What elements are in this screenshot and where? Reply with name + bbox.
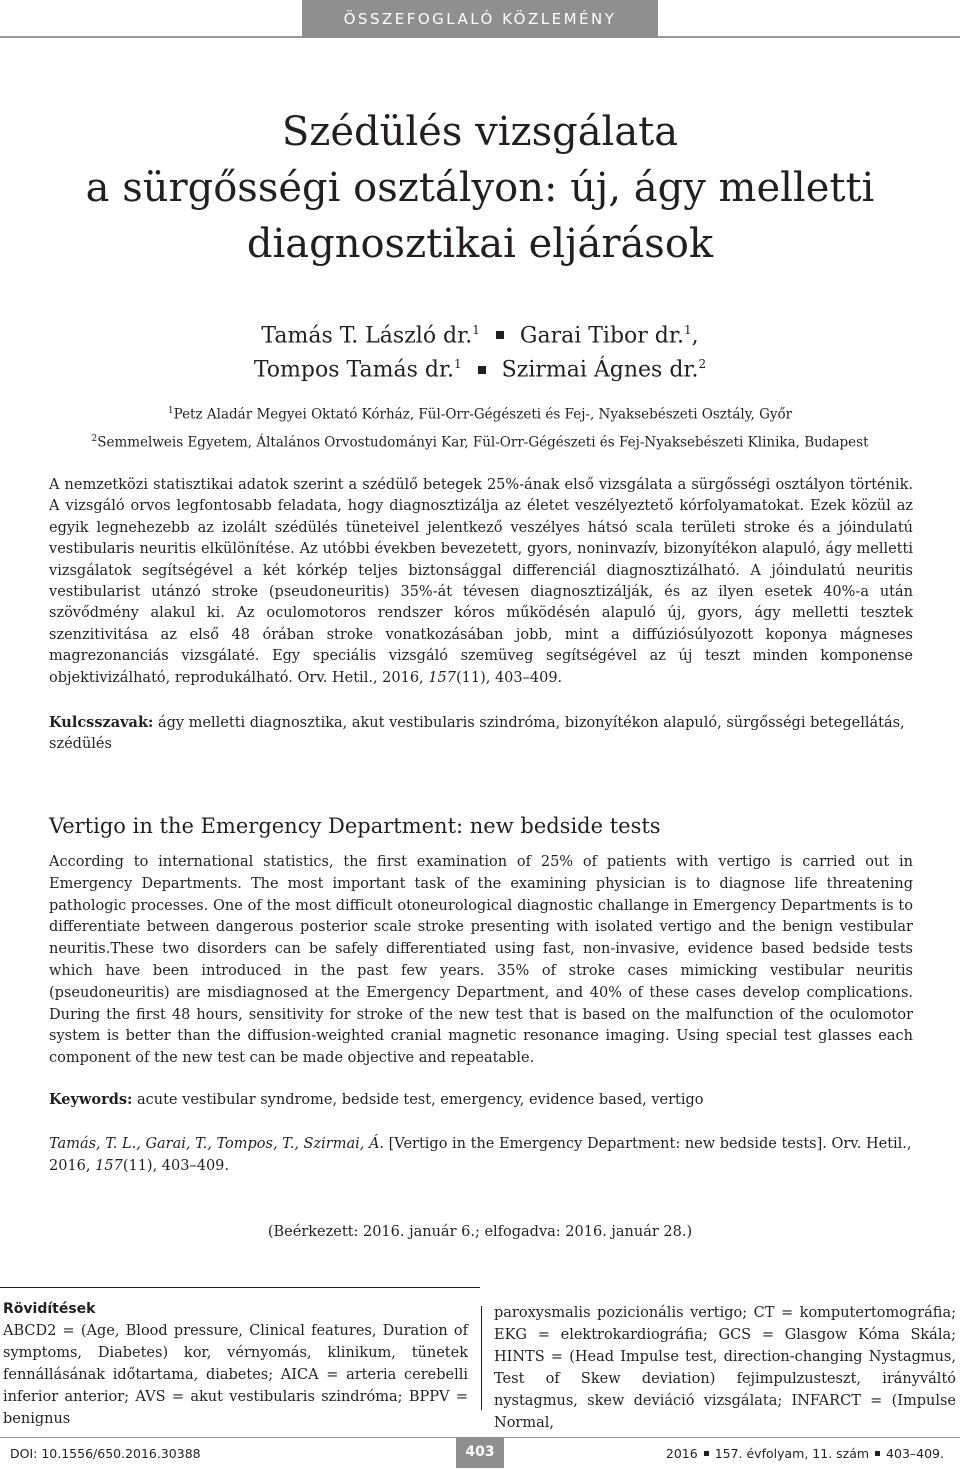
affiliation-mark: 1 [167, 406, 174, 416]
abbreviations-rule [0, 1287, 480, 1288]
english-title: Vertigo in the Emergency Department: new bedside tests [49, 814, 661, 838]
issue-year: 2016 [665, 1446, 698, 1461]
citation [49, 1133, 913, 1177]
doi: DOI: 10.1556/650.2016.30388 [10, 1446, 201, 1461]
author-affiliation-mark: 1 [454, 357, 462, 372]
author-name: Tompos Tamás dr. [253, 357, 455, 383]
abstract-text: A nemzetközi statisztikai adatok szerint a szédülő betegek 25%-ának első vizsgálata a sürgősségi osztályon történik. A vizsgáló orvos legfontosabb feladata, hogy diagnosztizálja az életet veszélyeztető kórfolyamatokat. Ezek közül az egyik legnehezebb az izolált szédülés tüneteivel jelentkező veszélyes hátsó scala területi stroke és a jóindulatú vestibularis neuritis elkülönítése. Az utóbbi években bevezetett, gyors, noninvazív, bizonyítékon alapuló, ágy melletti vizsgálatok segítségével a két kórkép teljes biztonsággal differenciál diagnosztizálható. A jóindulatú neuritis vestibularist utánzó stroke (pseudoneuritis) 35%-át tévesen diagnosztizálják, és az ilyen esetek 40%-a után szövődmény alakul ki. Az oculomotoros rendszer kóros működésén alapuló új, gyors, ágy melletti tesztek szenzitivitása az első 48 órában stroke vonatkozásában jobb, mint a diffúziósúlyozott koponya mágneses magrezonanciás vizsgálaté. Egy speciális vizsgáló szemüveg segítségével az új teszt minden komponense objektivizálható, reprodukálható. Orv. Hetil., 2016, [49, 477, 913, 686]
citation-text: [Vertigo in the Emergency Department: new bedside tests]. Orv. Hetil., 2016, [49, 1136, 912, 1174]
keywords-label: Kulcsszavak: [49, 714, 154, 731]
author-name: Garai Tibor dr. [519, 323, 684, 349]
author-name: Szirmai Ágnes dr. [501, 357, 699, 383]
abstract-hungarian [49, 475, 913, 689]
citation-tail: (11), 403–409. [122, 1158, 230, 1174]
affiliation-text: Semmelweis Egyetem, Általános Orvostudományi Kar, Fül-Orr-Gégészeti és Fej-Nyaksebészeti Klinika, Budapest [97, 434, 869, 450]
affiliation-2 [30, 427, 930, 455]
title-line-1: Szédülés vizsgálata [281, 109, 679, 155]
keywords-text: acute vestibular syndrome, bedside test, emergency, evidence based, vertigo [132, 1092, 704, 1108]
abbreviations-heading: Rövidítések [3, 1301, 96, 1317]
keywords-label: Keywords: [49, 1091, 133, 1108]
abstract-english: According to international statistics, the first examination of 25% of patients with vertigo is carried out in Emergency Departments. The most important task of the examining physician is to diagnose life threatening pathologic processes. One of the most difficult otoneurological diagnostic challange in Emergency Departments is to differentiate between dangerous posterior scale stroke presenting with isolated vertigo and the benign vestibular neuritis.These two disorders can be safely differentiated using fast, non-invasive, evidence based bedside tests which have been introduced in the past few years. 35% of stroke cases mimicking vestibular neuritis (pseudoneuritis) are misdiagnosed at the Emergency Department, and 40% of these cases develop complications. During the first 48 hours, sensitivity for stroke of the new test that is based on the malfunction of the oculomotor system is better than the diffusion-weighted cranial magnetic resonance imaging. Using special test glasses each component of the new test can be made objective and repeatable. [49, 854, 913, 1067]
affiliation-1 [30, 399, 930, 427]
author-separator-icon [478, 366, 486, 374]
citation-authors: Tamás, T. L., Garai, T., Tompos, T., Szirmai, Á. [49, 1136, 385, 1152]
author-affiliation-mark: 1 [683, 323, 692, 337]
affiliation-mark: 2 [91, 433, 98, 444]
abstract-volume: 157 [428, 669, 456, 686]
bullet-icon [875, 1451, 880, 1456]
abbreviations-column-right: paroxysmalis pozicionális vertigo; CT = komputertomográfia; EKG = elektrokardiográfia; GCS = Glasgow Kóma Skála; HINTS = (Head Impulse test, direction-changing Nystagmus, Test of Skew deviation) fejimpulzusteszt, irányváltó nystagmus, skew deviáció vizsgálata; INFARCT = (Impulse Normal, [494, 1305, 956, 1431]
article-title [40, 104, 920, 272]
author-name: Tamás T. László dr. [261, 323, 473, 349]
section-label: ÖSSZEFOGLALÓ KÖZLEMÉNY [302, 0, 658, 38]
author-list [40, 316, 920, 385]
abbreviations-column-left [3, 1298, 468, 1430]
issue-pages: 403–409. [886, 1446, 944, 1461]
title-line-3: diagnosztikai eljárások [246, 221, 714, 267]
title-line-2: a sürgősségi osztályon: új, ágy melletti [85, 165, 875, 211]
issue-info [666, 1446, 944, 1461]
author-separator-icon [496, 331, 504, 339]
author-comma: , [691, 323, 699, 349]
keywords-text: ágy melletti diagnosztika, akut vestibularis szindróma, bizonyítékon alapuló, sürgősségi betegellátás, szédülés [49, 715, 905, 753]
abstract-tail: (11), 403–409. [455, 669, 563, 686]
received-dates: (Beérkezett: 2016. január 6.; elfogadva: 2016. január 28.) [267, 1224, 693, 1240]
author-affiliation-mark: 1 [472, 323, 480, 337]
affiliations [30, 399, 930, 454]
keywords-english [49, 1089, 913, 1111]
keywords-hungarian [49, 712, 913, 756]
bullet-icon [704, 1451, 709, 1456]
citation-volume: 157 [95, 1158, 123, 1174]
author-affiliation-mark: 2 [698, 357, 707, 372]
issue-volume: 157. évfolyam, 11. szám [714, 1446, 870, 1461]
affiliation-text: Petz Aladár Megyei Oktató Kórház, Fül-Orr-Gégészeti és Fej-, Nyaksebészeti Osztály, Győr [173, 406, 793, 423]
column-divider [481, 1306, 482, 1410]
abbreviations-text-left: ABCD2 = (Age, Blood pressure, Clinical features, Duration of symptoms, Diabetes) kor, vérnyomás, klinikum, tünetek fennállásának időtartama, diabetes; AICA = arteria cerebelli inferior anterior; AVS = akut vestibularis szindróma; BPPV = benignus [3, 1323, 468, 1427]
page-footer [0, 1434, 960, 1470]
section-header [0, 0, 960, 38]
page-number: 403 [456, 1437, 504, 1468]
